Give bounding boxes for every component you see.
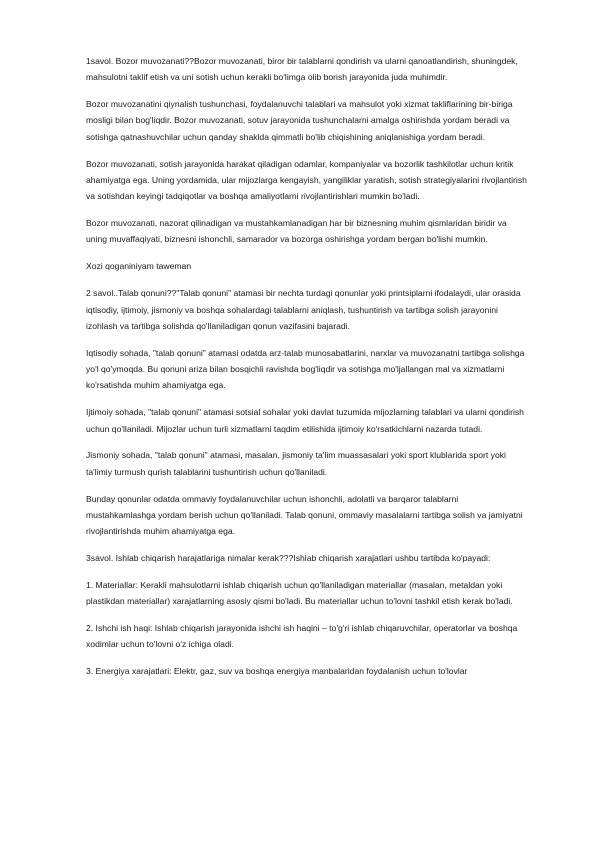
paragraph-q1-importance: Bozor muvozanati, sotish jarayonida harakat qiladigan odamlar, kompaniyalar va bozorlik tashkilotlar uchun kritik ahamiyatga ega. Uning yordamida, ular mijozlarga kengayish, yangiliklar yaratish, sotish strategiyalarini rivojlantirish va sotishdan keyingi tadqiqotlar va boshqa amaliyotlarni rivojlantirishlari mumkin bo'ladi. — [86, 158, 527, 202]
paragraph-note: Xozi qoganiniyam taweman — [86, 261, 192, 272]
paragraph-q2-intro: 2 savol..Talab qonuni??"Talab qonuni" atamasi bir nechta turdagi qonunlar yoki printsiplarni ifodalaydi, ular orasida iqtisodiy, ijtimoiy, jismoniy va boshqa sohalardagi talablarni aniqlash, tushuntirish va tartibga solish jarayonini izohlash va tartibga solishda qo'llaniladigan qonun vazifasini bajaradi. — [86, 288, 521, 331]
paragraph-q2-social: Ijtimoiy sohada, "talab qonuni" atamasi sotsial sohalar yoki davlat tuzumida mijozlarning talablari va ularni qondirish uchun qo'llaniladi. Mijozlar uchun turli xizmatlarni taqdim etilishida ijtimoiy ko'rsatkichlarni nazarda tutadi. — [86, 407, 524, 434]
document-body — [86, 53, 530, 690]
list-item-wages: 2. Ishchi ish haqi: Ishlab chiqarish jarayonida ishchi ish haqini – to'g'ri ishlab chiqaruvchilar, operatorlar va boshqa xodimlar uchun to'lovni o'z ichiga oladi. — [86, 623, 518, 650]
paragraph-q3-intro: 3savol. Ishlab chiqarish harajatlariga nimalar kerak???Ishlab chiqarish xarajatlari ushbu tartibda ko'payadi: — [86, 553, 491, 564]
paragraph-q2-economic: Iqtisodiy sohada, "talab qonuni" atamasi odatda arz-talab munosabatlarini, narxlar va muvozanatni tartibga solishga yo'l qo'ymoqda. Bu qonuni ariza bilan bosqichli ravishda bog'liqdir va sotishga mo'ljallangan mal va xizmatlarni ko'rsatishda muhim ahamiyatga ega. — [86, 347, 525, 391]
paragraph-q2-conclusion: Bunday qonunlar odatda ommaviy foydalanuvchilar uchun ishonchli, adolatli va barqaror talablarni mustahkamlashga yordam berish uchun qo'llaniladi. Talab qonuni, ommaviy masalalarni tartibga solish va jamiyatni rivojlantirishda muhim ahamiyatga ega. — [86, 493, 523, 537]
paragraph-q1-concept: Bozor muvozanatini qiynalish tushunchasi, foydalanuvchi talablari va mahsulot yoki xizmat takliflarining bir-biriga mosligi bilan bog'liqdir. Bozor muvozanati, sotuv jarayonida tushunchalarni amalga oshirishda yordam beradi va sotishga qatnashuvchilar uchun qanday shaklda qimmatli bo'lib chiqishining aniqlanishiga yordam beradi. — [86, 99, 513, 142]
paragraph-q1-intro: 1savol. Bozor muvozanati??Bozor muvozanati, biror bir talablarni qondirish va ularni qanoatlandirish, shuningdek, mahsulotni taklif etish va uni sotish uchun kerakli bo'limga olib borish jarayonida juda muhimdir. — [86, 56, 518, 83]
paragraph-q2-physical: Jismoniy sohada, "talab qonuni" atamasi, masalan, jismoniy ta'lim muassasalari yoki sport klublarida sport yoki ta'limiy turmush qurish talablarini tushuntirish uchun qo'llaniladi. — [86, 450, 506, 477]
paragraph-q1-conclusion: Bozor muvozanati, nazorat qilinadigan va mustahkamlanadigan har bir biznesning muhim qismlaridan biridir va uning muvaffaqiyati, biznesni ishonchli, samarador va bozorga oshirishga yordam bergan bo'lishi mumkin. — [86, 218, 507, 245]
list-item-energy: 3. Energiya xarajatlari: Elektr, gaz, suv va boshqa energiya manbalaridan foydalanish uchun to'lovlar — [86, 666, 468, 677]
list-item-materials: 1. Materiallar: Kerakli mahsulotlarni ishlab chiqarish uchun qo'llaniladigan materiallar (masalan, metaldan yoki plastikdan materiallar) xarajatlarning asosiy qismi bo'ladi. Bu materiallar uchun to'lovni tashkil etish kerak bo'ladi. — [86, 579, 513, 607]
